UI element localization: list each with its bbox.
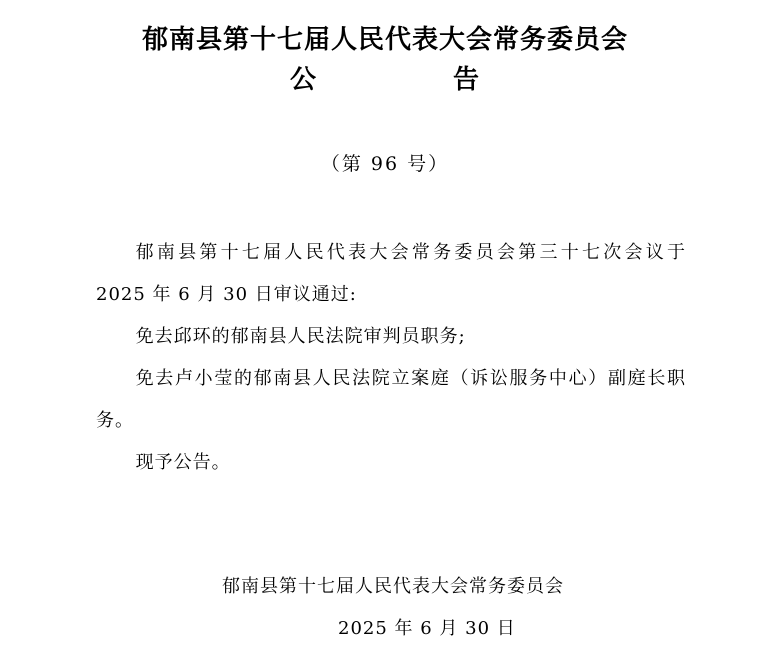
body-paragraph: 免去卢小莹的郁南县人民法院立案庭（诉讼服务中心）副庭长职务。 — [96, 368, 686, 431]
body-paragraph: 郁南县第十七届人民代表大会常务委员会第三十七次会议于 2025 年 6 月 30 日审议通过: — [96, 242, 686, 305]
body-paragraph: 现予公告。 — [135, 452, 231, 473]
document-number: （第 96 号） — [320, 153, 450, 175]
announcement-heading — [0, 62, 770, 98]
signature-block — [210, 566, 620, 650]
signature-organization: 郁南县第十七届人民代表大会常务委员会 — [222, 576, 564, 597]
document-body — [96, 232, 686, 484]
body-paragraph: 免去邱环的郁南县人民法院审判员职务; — [135, 326, 466, 347]
signature-date: 2025 年 6 月 30 日 — [338, 618, 516, 639]
document-title: 郁南县第十七届人民代表大会常务委员会 — [141, 25, 628, 55]
announcement-heading-right: 告 — [453, 65, 481, 95]
announcement-heading-left: 公 — [289, 65, 317, 95]
